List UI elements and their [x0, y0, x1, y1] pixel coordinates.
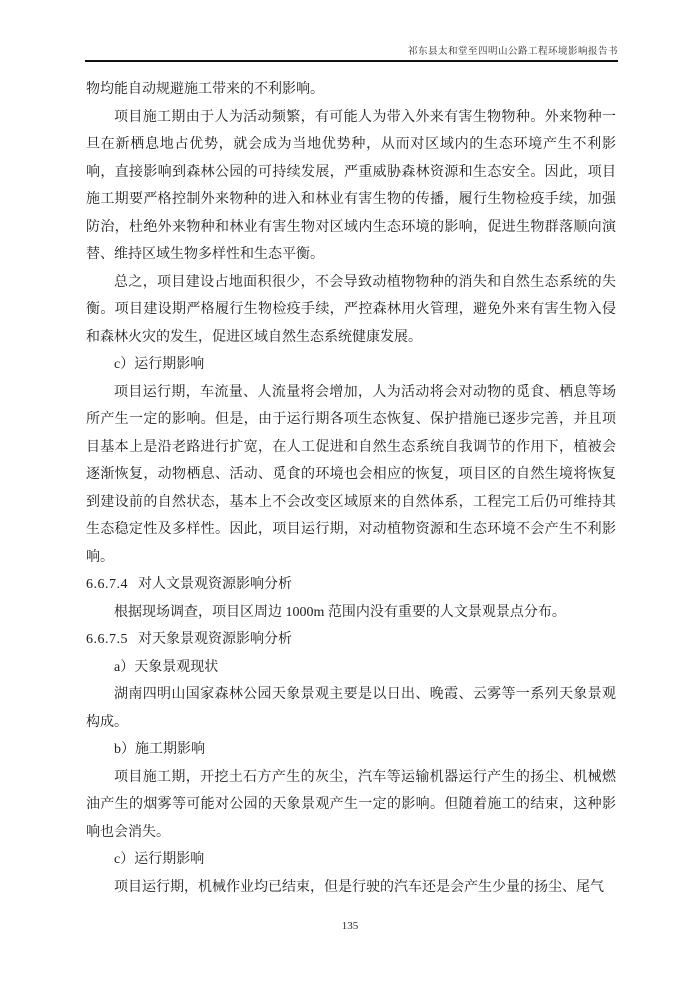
paragraph: 物均能自动规避施工带来的不利影响。 [86, 82, 324, 97]
section-heading [86, 571, 616, 599]
paragraph: 总之，项目建设占地面积很少，不会导致动植物物种的消失和自然生态系统的失衡。项目建设期严格履行生物检疫手续，严控森林用火管理，避免外来有害生物入侵和森林火灾的发生，促进区域自然生态系统健康发展。 [86, 274, 616, 345]
paragraph: b）施工期影响 [114, 742, 205, 757]
section-number: 6.6.7.5 [86, 632, 128, 647]
document-body [86, 76, 616, 901]
paragraph: c）运行期影响 [114, 852, 205, 867]
paragraph: a）天象景观现状 [114, 659, 219, 675]
paragraph: 湖南四明山国家森林公园天象景观主要是以日出、晚霞、云雾等一系列天象景观构成。 [86, 687, 616, 730]
paragraph: 项目运行期，车流量、人流量将会增加，人为活动将会对动物的觅食、栖息等场所产生一定的影响。但是，由于运行期各项生态恢复、保护措施已逐步完善，并且项目基本上是沿老路进行扩宽，在人工促进和自然生态系统自我调节的作用下，植被会逐渐恢复，动物栖息、活动、觅食的环境也会相应的恢复，项目区的自然生境将恢复到建设前的自然状态，基本上不会改变区域原来的自然体系，工程完工后仍可维持其生态稳定性及多样性。因此，项目运行期，对动植物资源和生态环境不会产生不利影响。 [86, 384, 616, 565]
header-rule [85, 60, 618, 62]
section-number: 6.6.7.4 [86, 577, 128, 592]
paragraph: 项目运行期，机械作业均已结束，但是行驶的汽车还是会产生少量的扬尘、尾气 [114, 879, 604, 895]
page-header-title: 祁东县太和堂至四明山公路工程环境影响报告书 [407, 47, 618, 57]
section-heading [86, 626, 616, 654]
paragraph: 根据现场调查，项目区周边 1000m 范围内没有重要的人文景观景点分布。 [114, 604, 566, 620]
section-title: 对人文景观资源影响分析 [138, 577, 292, 592]
section-title: 对天象景观资源影响分析 [138, 632, 292, 647]
paragraph: c）运行期影响 [114, 357, 205, 372]
page-number: 135 [341, 920, 359, 932]
paragraph: 项目施工期，开挖土石方产生的灰尘，汽车等运输机器运行产生的扬尘、机械燃油产生的烟雾等可能对公园的天象景观产生一定的影响。但随着施工的结束，这种影响也会消失。 [86, 769, 616, 840]
paragraph: 项目施工期由于人为活动频繁，有可能人为带入外来有害生物物种。外来物种一旦在新栖息地占优势，就会成为当地优势种，从而对区域内的生态环境产生不利影响，直接影响到森林公园的可持续发展，严重威胁森林资源和生态安全。因此，项目施工期要严格控制外来物种的进入和林业有害生物的传播，履行生物检疫手续，加强防治，杜绝外来物种和林业有害生物对区域内生态环境的影响，促进生物群落顺向演替、维持区域生物多样性和生态平衡。 [86, 109, 616, 262]
